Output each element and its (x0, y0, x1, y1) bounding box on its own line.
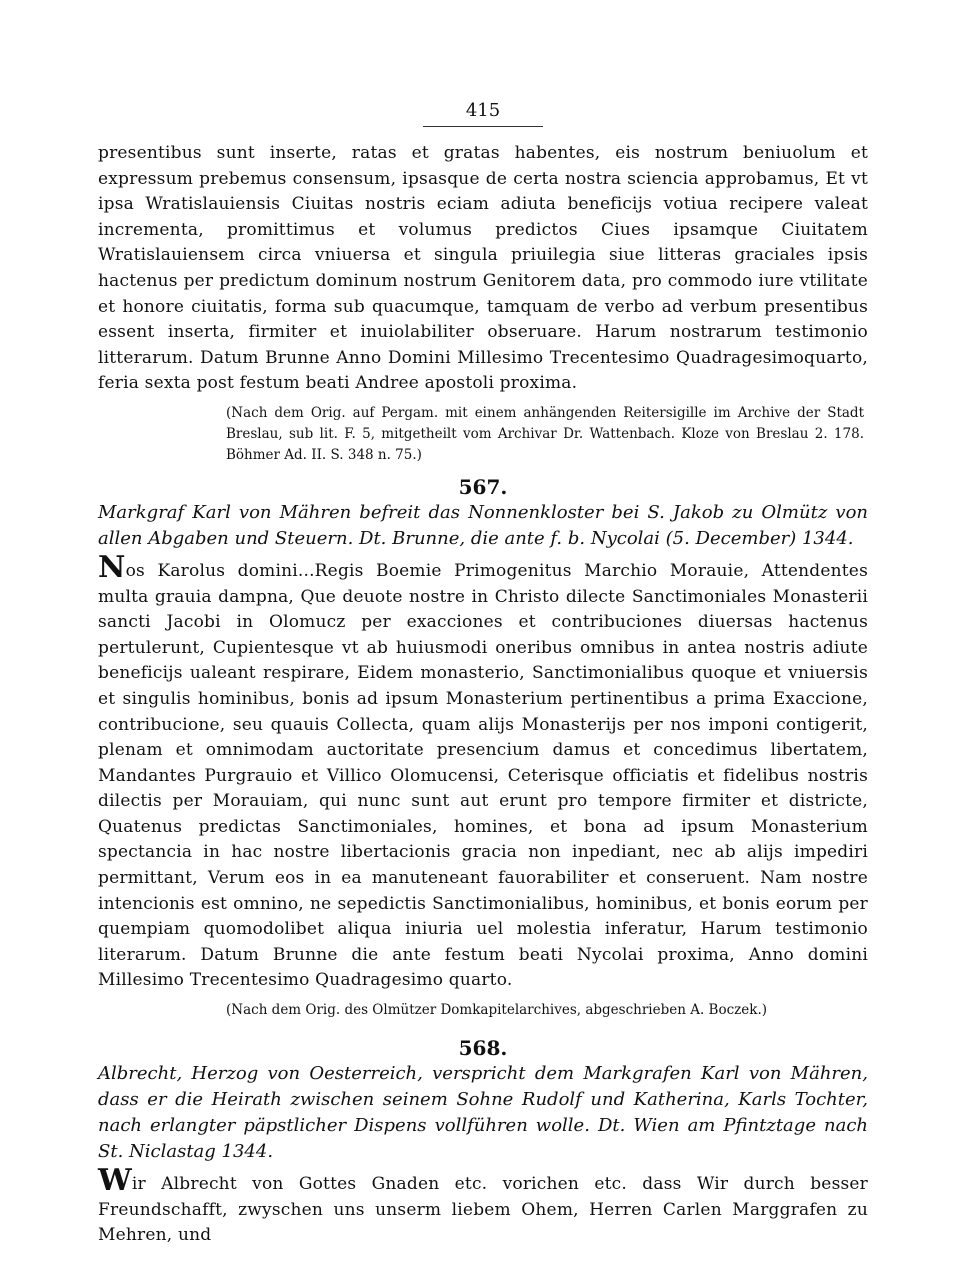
charter-text-567 (98, 549, 868, 994)
charter-text-568 (98, 1163, 868, 1249)
initial-letter: W (98, 1163, 132, 1199)
source-note-567: (Nach dem Orig. des Olmützer Domkapitelarchives, abgeschrieben A. Boczek.) (226, 1002, 768, 1019)
document-number-567: 567. (458, 474, 508, 499)
initial-letter: N (98, 549, 126, 585)
continued-source-note: (Nach dem Orig. auf Pergam. mit einem anhängenden Reitersigille im Archive der Stadt Breslau, sub lit. F. 5, mitgetheilt vom Archivar Dr. Wattenbach. Kloze von Breslau 2. 178. Böhmer Ad. II. S. 348 n. 75.) (226, 404, 864, 463)
continued-charter-text: presentibus sunt inserte, ratas et gratas habentes, eis nostrum beniuolum et expressum prebemus consensum, ipsasque de certa nostra sciencia approbamus, Et vt ipsa Wratislauiensis Ciuitas nostris eciam adiuta beneficijs votiua recipere valeat incrementa, promittimus et volumus predictos Ciues ipsamque Ciuitatem Wratislauiensem circa vniuersa et singula priuilegia siue litteras graciales ipsis hactenus per predictum dominum nostrum Genitorem data, pro commodo iure vtilitate et honore ciuitatis, forma sub quacumque, tamquam de verbo ad verbum presentibus essent inserta, firmiter et inuiolabiliter obseruare. Harum nostrarum testimonio litterarum. Datum Brunne Anno Domini Millesimo Trecentesimo Quadragesimoquarto, feria sexta post festum beati Andree apostoli proxima. (98, 143, 868, 394)
charter-body-568: ir Albrecht von Gottes Gnaden etc. vorichen etc. dass Wir durch besser Freundschafft, zwyschen uns unserm liebem Ohem, Herren Carlen Marggrafen zu Mehren, und (98, 1174, 868, 1246)
document-page (98, 100, 868, 1249)
document-heading-567: Markgraf Karl von Mähren befreit das Nonnenkloster bei S. Jakob zu Olmütz von allen Abgaben und Steuern. Dt. Brunne, die ante f. b. Nycolai (5. December) 1344. (98, 501, 868, 549)
document-heading-568: Albrecht, Herzog von Oesterreich, verspricht dem Markgrafen Karl von Mähren, dass er die Heirath zwischen seinem Sohne Rudolf und Katherina, Karls Tochter, nach erlangter päpstlicher Dispens vollführen wolle. Dt. Wien am Pfintztage nach St. Niclastag 1344. (98, 1063, 868, 1163)
document-number-568: 568. (458, 1036, 508, 1061)
page-number: 415 (465, 100, 501, 121)
header-rule (423, 126, 543, 127)
charter-body-567: os Karolus domini...Regis Boemie Primogenitus Marchio Morauie, Attendentes multa grauia dampna, Que deuote nostre in Christo dilecte Sanctimoniales Monasterii sancti Jacobi in Olomucz per exacciones et contribuciones diuersas hactenus pertulerunt, Cupientesque vt ab huiusmodi oneribus omnibus in antea nostris adiute beneficijs ualeant respirare, Eidem monasterio, Sanctimonialibus quoque et vniuersis et singulis hominibus, bonis ad ipsum Monasterium pertinentibus a prima Exaccione, contribucione, seu quauis Collecta, quam alijs Monasterijs per nos imponi contigerit, plenam et omnimodam auctoritate presencium damus et concedimus libertatem, Mandantes Purgrauio et Villico Olomucensi, Ceterisque officiatis et fidelibus nostris dilectis per Morauiam, qui nunc sunt aut erunt pro tempore firmiter et districte, Quatenus predictas Sanctimoniales, homines, et bona ad ipsum Monasterium spectancia in hac nostre libertacionis gracia non inpediant, nec ab alijs impediri permittant, Verum eos in ea manuteneant fauorabiliter et conseruent. Nam nostre intencionis est omnino, ne sepedictis Sanctimonialibus, hominibus, et bonis eorum per quempiam quomodolibet aliqua iniuria uel molestia inferatur, Harum testimonio literarum. Datum Brunne die ante festum beati Nycolai proxima, Anno domini Millesimo Trecentesimo Quadragesimo quarto. (98, 560, 868, 991)
